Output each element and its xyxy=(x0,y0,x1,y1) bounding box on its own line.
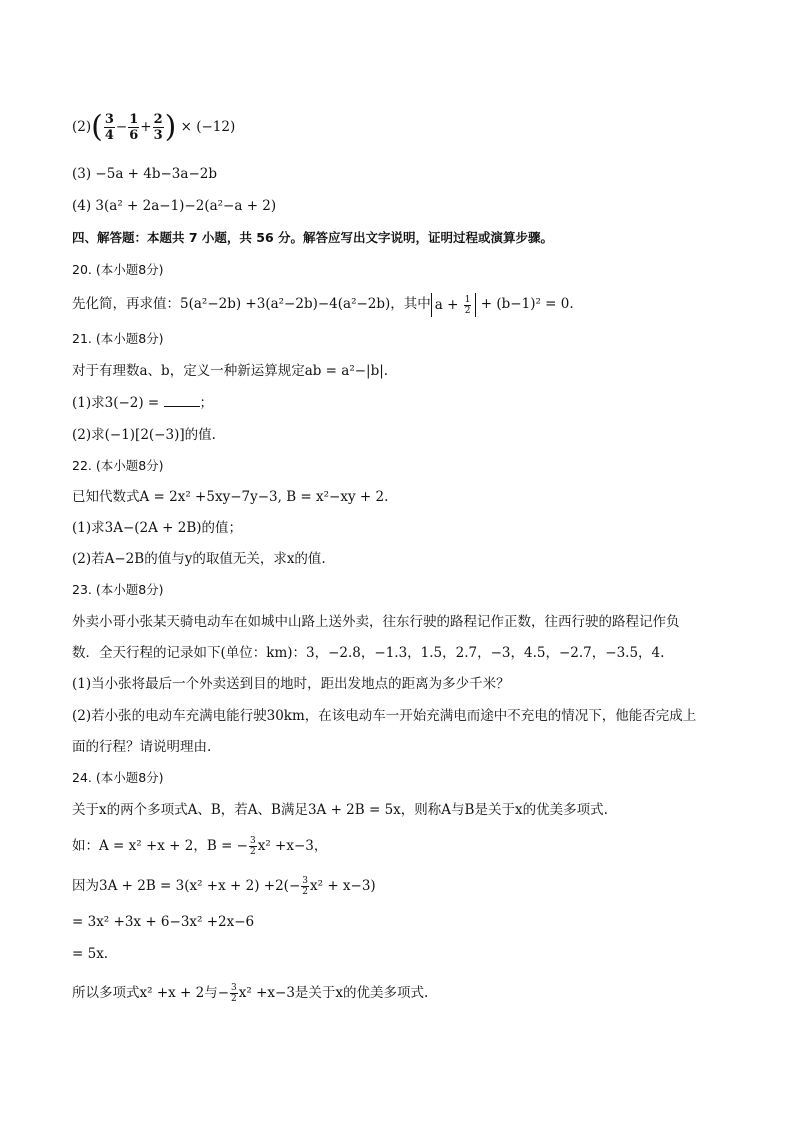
fraction-3-2: $\frac{3}{2}$ xyxy=(231,983,237,1004)
q24-because: 因为3A + 2B = 3(x² +x + 2) +2(− $\frac{3}{2}$ x² + x−3) xyxy=(72,876,376,897)
q24-step2: = 5x. xyxy=(72,946,109,962)
section-heading: 四、解答题：本题共 7 小题，共 56 分。解答应写出文字说明，证明过程或演算步骤。 xyxy=(72,230,554,245)
q22-part2: (2)若A−2B的值与y的取值无关，求x的值. xyxy=(72,551,326,567)
q21-part2: (2)求(−1)[2(−3)]的值. xyxy=(72,427,216,443)
q24-text: 关于x的两个多项式A、B，若A、B满足3A + 2B = 5x，则称A与B是关于x的优美多项式. xyxy=(72,802,608,818)
q22-title: 22. (本小题8分) xyxy=(72,458,164,473)
q22-text: 已知代数式A = 2x² +5xy−7y−3, B = x²−xy + 2. xyxy=(72,489,389,505)
q20-text: 先化简，再求值：5(a²−2b) +3(a²−2b)−4(a²−2b)，其中 a + $\frac{1}{2}$ + (b−1)² = 0. xyxy=(72,294,574,316)
q20-title: 20. (本小题8分) xyxy=(72,262,164,277)
fraction-3-2: $\frac{3}{2}$ xyxy=(250,836,256,857)
q23-title: 23. (本小题8分) xyxy=(72,582,164,597)
part-label: (2) xyxy=(72,119,92,135)
q23-part1: (1)当小张将最后一个外卖送到目的地时，距出发地点的距离为多少千米？ xyxy=(72,676,510,692)
q23-part2-line1: (2)若小张的电动车充满电能行驶30km，在该电动车一开始充满电而途中不充电的情况下，他能否完成上 xyxy=(72,708,697,724)
fraction-1-6: $\frac{1}{6}$ xyxy=(129,112,139,143)
q23-line1: 外卖小哥小张某天骑电动车在如城中山路上送外卖，往东行驶的路程记作正数，往西行驶的路程记作负 xyxy=(72,614,680,630)
q19-part3: (3) −5a + 4b−3a−2b xyxy=(72,166,217,182)
absolute-value: a + $\frac{1}{2}$ xyxy=(431,293,477,317)
q24-conclusion: 所以多项式x² +x + 2与− $\frac{3}{2}$ x² +x−3是关于x的优美多项式. xyxy=(72,983,429,1004)
q24-example: 如：A = x² +x + 2，B = − $\frac{3}{2}$ x² +x−3， xyxy=(72,836,328,857)
answer-blank xyxy=(164,393,200,407)
fraction-1-2: $\frac{1}{2}$ xyxy=(464,294,471,316)
right-paren: ) xyxy=(164,109,177,145)
q23-line2: 数．全天行程的记录如下(单位：km)：3，−2.8，−1.3，1.5，2.7，−3，4.5，−2.7，−3.5，4. xyxy=(72,645,665,661)
left-paren: ( xyxy=(91,109,103,145)
q24-step1: = 3x² +3x + 6−3x² +2x−6 xyxy=(72,914,255,930)
q24-title: 24. (本小题8分) xyxy=(72,770,164,785)
q21-text: 对于有理数a、b，定义一种新运算规定ab = a²−|b|. xyxy=(72,363,389,379)
fraction-2-3: $\frac{2}{3}$ xyxy=(153,112,163,143)
q19-part4: (4) 3(a² + 2a−1)−2(a²−a + 2) xyxy=(72,198,277,214)
fraction-3-2: $\frac{3}{2}$ xyxy=(302,876,308,897)
fraction-3-4: $\frac{3}{4}$ xyxy=(104,112,114,143)
q22-part1: (1)求3A−(2A + 2B)的值； xyxy=(72,520,243,536)
q23-part2-line2: 面的行程？请说明理由. xyxy=(72,739,212,755)
q21-part1: (1)求3(−2) = ； xyxy=(72,395,214,411)
q19-part2: (2)( $\frac{3}{4}$ − $\frac{1}{6}$ + $\frac{2}{3}$ ) × (−12) xyxy=(72,109,236,145)
q21-title: 21. (本小题8分) xyxy=(72,331,164,346)
